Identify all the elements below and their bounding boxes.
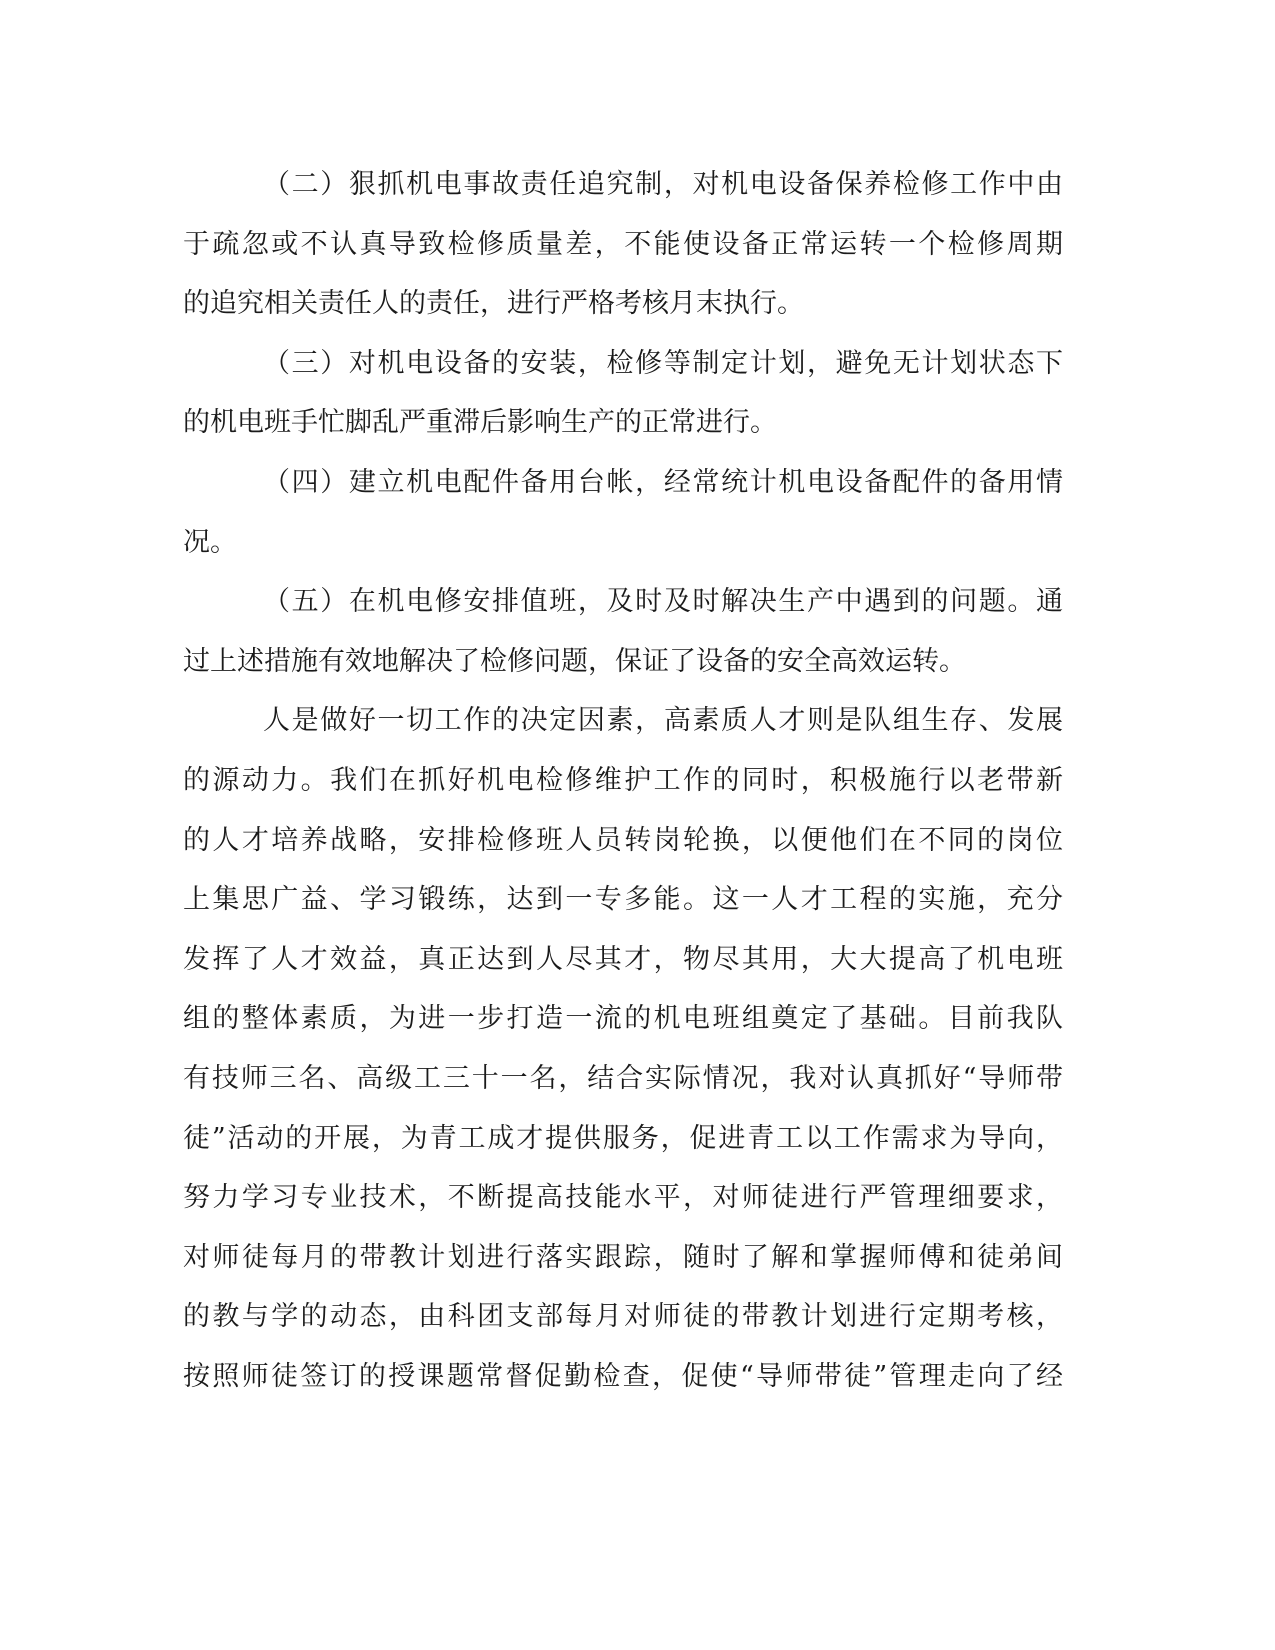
text-line: 人是做好一切工作的决定因素，高素质人才则是队组生存、发展 [263, 705, 1063, 737]
text-line: 的源动力。我们在抓好机电检修维护工作的同时，积极施行以老带新 [183, 764, 1063, 796]
text-line: 况。 [183, 526, 237, 558]
text-line: 的教与学的动态，由科团支部每月对师徒的带教计划进行定期考核， [183, 1301, 1063, 1333]
text-line: 有技师三名、高级工三十一名，结合实际情况，我对认真抓好“导师带 [183, 1062, 1063, 1094]
text-line: （二）狠抓机电事故责任追究制，对机电设备保养检修工作中由 [263, 169, 1063, 200]
body-text [183, 155, 1063, 1406]
text-line: 对师徒每月的带教计划进行落实跟踪，随时了解和掌握师傅和徒弟间 [183, 1241, 1063, 1273]
text-line: （五）在机电修安排值班，及时及时解决生产中遇到的问题。通 [263, 586, 1063, 618]
text-line: 的机电班手忙脚乱严重滞后影响生产的正常进行。 [183, 407, 777, 439]
text-line: 按照师徒签订的授课题常督促勤检查，促使“导师带徒”管理走向了经 [183, 1360, 1063, 1392]
text-line: 发挥了人才效益，真正达到人尽其才，物尽其用，大大提高了机电班 [183, 943, 1063, 975]
text-line: 的追究相关责任人的责任，进行严格考核月末执行。 [183, 288, 804, 320]
text-line: 徒”活动的开展，为青工成才提供服务，促进青工以工作需求为导向， [183, 1122, 1063, 1154]
text-line: （三）对机电设备的安装，检修等制定计划，避免无计划状态下 [263, 347, 1063, 379]
text-line: 的人才培养战略，安排检修班人员转岗轮换，以便他们在不同的岗位 [183, 824, 1063, 856]
text-line: （四）建立机电配件备用台帐，经常统计机电设备配件的备用情 [263, 466, 1063, 498]
text-line: 于疏忽或不认真导致检修质量差，不能使设备正常运转一个检修周期 [183, 228, 1063, 260]
text-line: 组的整体素质，为进一步打造一流的机电班组奠定了基础。目前我队 [183, 1003, 1063, 1035]
text-line: 努力学习专业技术，不断提高技能水平，对师徒进行严管理细要求， [183, 1182, 1063, 1214]
text-line: 过上述措施有效地解决了检修问题，保证了设备的安全高效运转。 [183, 645, 966, 677]
text-line: 上集思广益、学习锻练，达到一专多能。这一人才工程的实施，充分 [183, 884, 1063, 916]
